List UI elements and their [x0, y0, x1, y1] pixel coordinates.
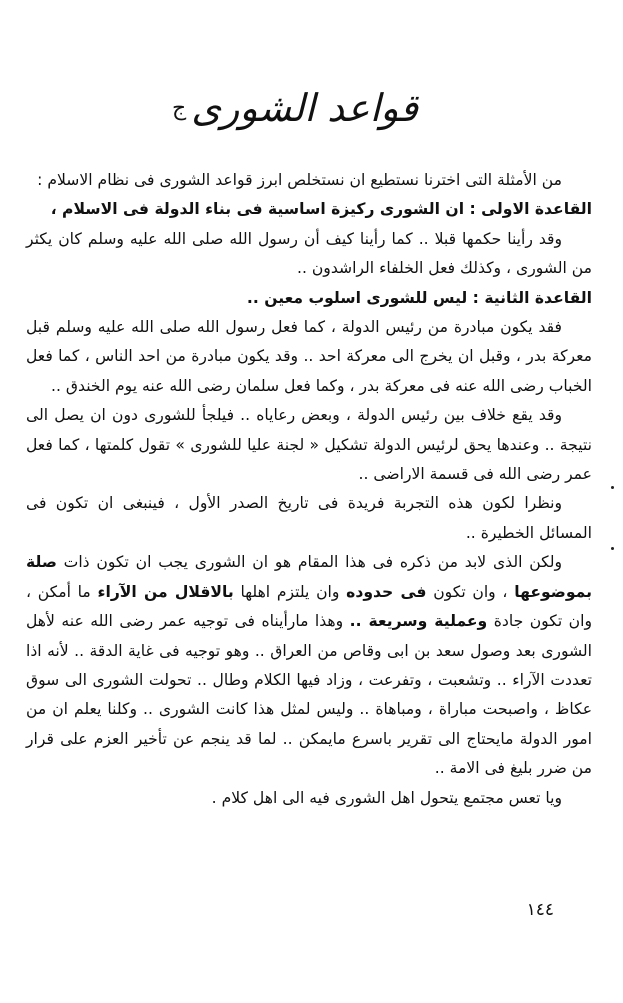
- rule-two-paragraph-1: فقد يكون مبادرة من رئيس الدولة ، كما فعل رسول الله صلى الله عليه وسلم قبل معركة بدر ، وقبل ان يخرج الى معركة احد .. وقد يكون مبادرة من احد الناس ، كما فعل الخباب رضى الله عنه فى معركة بدر ، وكما فعل سلمان رضى الله عنه يوم الخندق ..: [26, 318, 592, 395]
- body-text: [26, 166, 592, 813]
- conditions-bold-3: بالاقلال من الآراء: [97, 582, 234, 601]
- conditions-text-5: وهذا مارأيناه فى توجيه عمر رضى الله عنه لأهل الشورى بعد وصول سعد بن ابى وقاص من العراق .. وهو توجيه فى غاية الدقة .. لأنه اذا تعددت الآراء .. وتشعبت ، وتفرعت ، وزاد فيها الكلام وطال .. تحولت الشورى الى سوق عكاظ ، واصبحت مباراة ، ومباهاة .. وليس لمثل هذا كانت الشورى .. وكلنا يعلم ان من امور الدولة مايحتاج الى تقرير باسرع مايمكن .. لما قد ينجم عن تأخير العزم على قرار من ضرر بليغ فى الامة ..: [26, 612, 592, 778]
- closing-paragraph: ويا تعس مجتمع يتحول اهل الشورى فيه الى اهل كلام .: [211, 788, 562, 807]
- intro-paragraph: من الأمثلة التى اخترنا نستطيع ان نستخلص ابرز قواعد الشورى فى نظام الاسلام :: [37, 171, 562, 189]
- conditions-text-1: ولكن الذى لابد من ذكره فى هذا المقام هو ان الشورى يجب ان تكون ذات: [63, 553, 562, 572]
- rule-two-paragraph-3: ونظرا لكون هذه التجربة فريدة فى تاريخ الصدر الأول ، فينبغى ان تكون فى المسائل الخطيرة ..: [26, 494, 592, 542]
- rule-two: القاعدة الثانية : ليس للشورى اسلوب معين ..: [246, 288, 592, 307]
- consultation-conditions-paragraph: [26, 548, 592, 783]
- scan-mark: [611, 547, 614, 550]
- conditions-bold-2: فى حدوده: [346, 582, 427, 601]
- rule-one-paragraph: وقد رأينا حكمها قبلا .. كما رأينا كيف أن رسول الله صلى الله عليه وسلم كان يكثر من الشورى ، وكذلك فعل الخلفاء الراشدون ..: [26, 229, 592, 278]
- conditions-bold-1: صلة بموضوعها: [26, 553, 592, 601]
- conditions-text-3: وان يلتزم اهلها: [240, 582, 340, 601]
- scan-mark: [611, 486, 614, 489]
- page-number: ١٤٤: [526, 900, 554, 920]
- conditions-bold-4: وعملية وسريعة ..: [349, 612, 488, 631]
- rule-one: القاعدة الاولى : ان الشورى ركيزة اساسية فى بناء الدولة فى الاسلام ،: [50, 200, 592, 219]
- conditions-text-4: ما أمكن ، وان تكون جادة: [26, 582, 592, 631]
- heading-letter: ج: [171, 95, 187, 121]
- rule-two-paragraph-2: وقد يقع خلاف بين رئيس الدولة ، وبعض رعاياه .. فيلجأ للشورى دون ان يصل الى نتيجة .. وعندها يحق لرئيس الدولة تشكيل « لجنة عليا للشورى » تقول كلمتها ، كما فعل عمر رضى الله فى قسمة الاراضى ..: [26, 406, 592, 484]
- conditions-text-2: ، وان تكون: [433, 582, 508, 601]
- section-heading: [160, 86, 420, 146]
- heading-title: قواعد الشورى: [191, 86, 419, 130]
